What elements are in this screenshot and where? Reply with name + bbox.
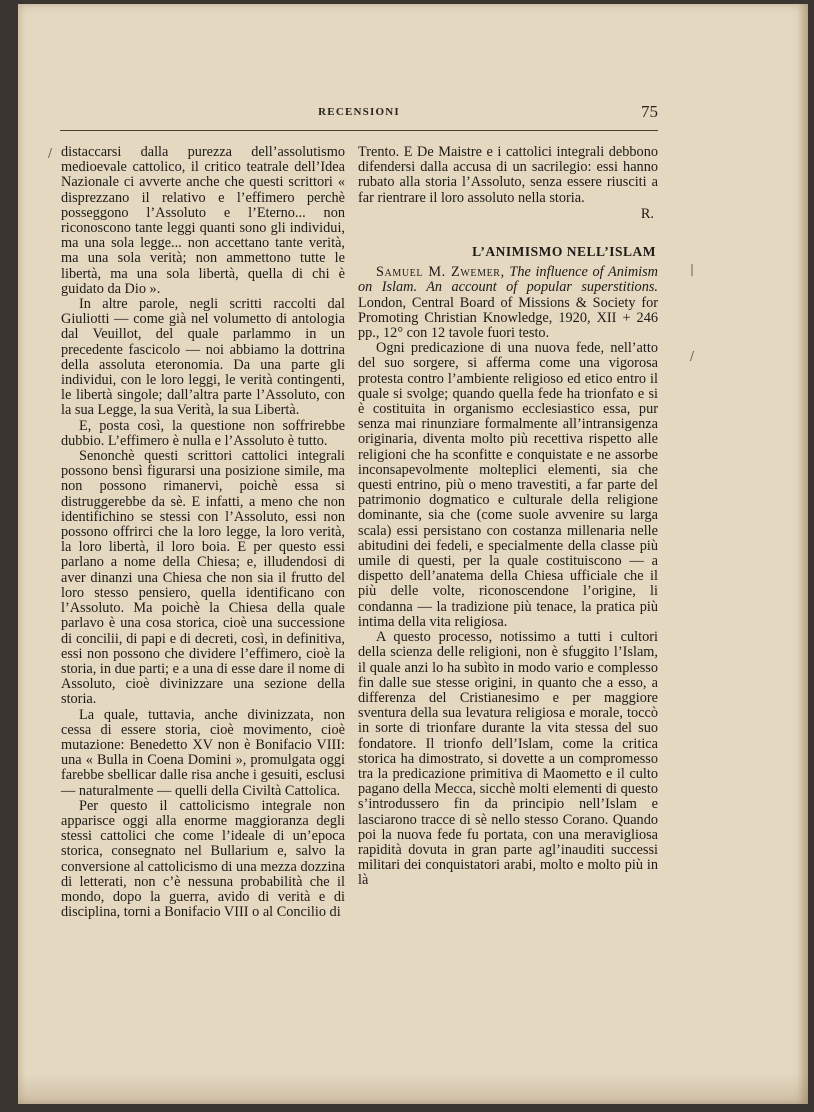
right-column [358,145,658,889]
book-page [18,4,808,1104]
paragraph: In altre parole, negli scritti raccolti dal Giuliotti — come già nel volumetto di antologia dal Veuillot, del quale parlammo in un precedente fascicolo — noi abbiamo la dottrina della assoluta eteronomia. Da una parte gli individui, con le loro leggi, le verità contingenti, le libertà singole; dall’altra parte l’Assoluto, con la sua Legge, la sua Verità, la sua Libertà. [61,296,345,419]
citation-publisher: London, Central Board of Missions & Society for Promoting Christian Knowledge, 1920, XII + 246 pp., 12° con 12 tavole fuori testo. [358,294,658,342]
page-header [60,100,658,131]
paragraph: Trento. E De Maistre e i cattolici integrali debbono difendersi dalla accusa di un sacrilegio: essi hanno rubato alla storia l’Assoluto, senza essere riusciti a far rientrare il loro assoluto nella storia. [358,144,658,206]
citation-title: The influence of Animism on Islam. An account of popular superstitions. [358,264,658,296]
page-number: 75 [641,102,658,121]
pencil-mark: / [48,146,53,160]
page-bottom-shadow [18,1074,808,1104]
paragraph: Ogni predicazione di una nuova fede, nell’atto del suo sorgere, si afferma come una vigorosa protesta contro l’ambiente religioso ed etico entro il quale si svolge; quando quella fede ha trionfato e si è costituita in organismo ecclesiastico essa, pur senza mai rinunziare formalmente all’intransigenza originaria, diventa molto più recettiva rispetto alle religioni che ha sconfitte e conquistate e ne assorbe inconsapevolmente molteplici elementi, sia che questi entrino, più o meno travestiti, a far parte del patrimonio dogmatico e culturale della religione dominante, sia che (come suole avvenire su larga scala) essi persistano con costanza millenaria nelle abitudini dei fedeli, e specialmente della classe più umile di questi, per la quale costituiscono — a dispetto dell’anatema della Chiesa ufficiale che il più delle volte, riconoscendone l’origine, li condanna — la tradizione più tenace, la pratica più intima della vita religiosa. [358,340,658,630]
signature: R. [640,205,654,222]
pencil-mark: | [690,262,695,276]
paragraph: Per questo il cattolicismo integrale non apparisce oggi alla enorme maggioranza degli stessi cattolici che come l’ideale di un’epoca storica, consegnato nel Bullarium e, salvo la conversione al cattolicismo di una mezza dozzina di letterati, non c’è nessuna probabilità che il mondo, dopo la guerra, avido di verità e di disciplina, torni a Bonifacio VIII o al Concilio di [61,797,345,921]
page-edge-shadow [798,4,808,1104]
paragraph: Senonchè questi scrittori cattolici integrali possono bensì figurarsi una posizione simile, ma non possono rimanervi, poichè essa si distruggerebbe da sè. E infatti, a meno che non identifichino se stessi con l’Assoluto, essi non possono offrirci che la loro legge, la loro verità, la loro libertà, il loro boia. E per questo essi parlano a nome della Chiesa; e, illudendosi di aver dinanzi una Chiesa che non sia il frutto del loro stesso pensiero, quella identificano con l’Assoluto. Ma poichè la Chiesa della quale parlavo è una cosa storica, cioè una successione di concilii, di papi e di decreti, così, in definitiva, essi non possono che dividere l’effimero, cioè la storia, in due parti; e a una di esse dare il nome di Assoluto, cioè divinizzare una sezione della storia. [61,448,345,708]
paragraph: La quale, tuttavia, anche divinizzata, non cessa di essere storia, cioè movimento, cioè mutazione: Benedetto XV non è Bonifacio VIII: una « Bulla in Coena Domini », promulgata oggi farebbe sbellicar dalle risa anche i gesuiti, esclusi — naturalmente — quelli della Civiltà Cattolica. [61,706,345,799]
running-head: RECENSIONI [318,106,400,118]
section-title: L’ANIMISMO NELL’ISLAM [472,244,656,260]
left-column [61,145,345,920]
paragraph: distaccarsi dalla purezza dell’assolutismo medioevale cattolico, il critico teatrale dell’Idea Nazionale ci avverte anche che questi scrittori « disprezzano il relativo e l’effimero perchè posseggono l’Assoluto e l’Eterno... non riconoscono tante leggi quanti sono gli individui, ma una sola legge... non accettano tante verità, ma una sola verità; non ammettono tutte le libertà, ma una sola libertà, quella di chi è guidato da Dio ». [61,144,345,297]
paragraph: A questo processo, notissimo a tutti i cultori della scienza delle religioni, non è sfuggito l’Islam, il quale anzi lo ha subìto in modo vario e complesso fin dalle sue stesse origini, in quanto che a esso, a differenza del Cristianesimo e per maggiore sventura della sua levatura religiosa e morale, toccò in sorte di trionfare durante la vita stessa del suo fondatore. Il trionfo dell’Islam, come la critica storica ha dimostrato, si dovette a un compromesso tra la predicazione primitiva di Maometto e il culto pagano della Mecca, sicchè molti elementi di questo s’introdussero fin da principio nell’Islam e lasciarono tracce di sè nello stesso Corano. Quando poi la nuova fede fu portata, con una meravigliosa rapidità dovuta in gran parte agl’inauditi successi militari dei conquistatori arabi, molto e molto più in là [358,629,658,889]
paragraph: E, posta così, la questione non soffrirebbe dubbio. L’effimero è nulla e l’Assoluto è tutto. [61,417,345,449]
citation-author: Samuel M. Zwemer, [376,264,505,281]
pencil-mark: / [690,349,695,363]
citation [358,265,658,341]
